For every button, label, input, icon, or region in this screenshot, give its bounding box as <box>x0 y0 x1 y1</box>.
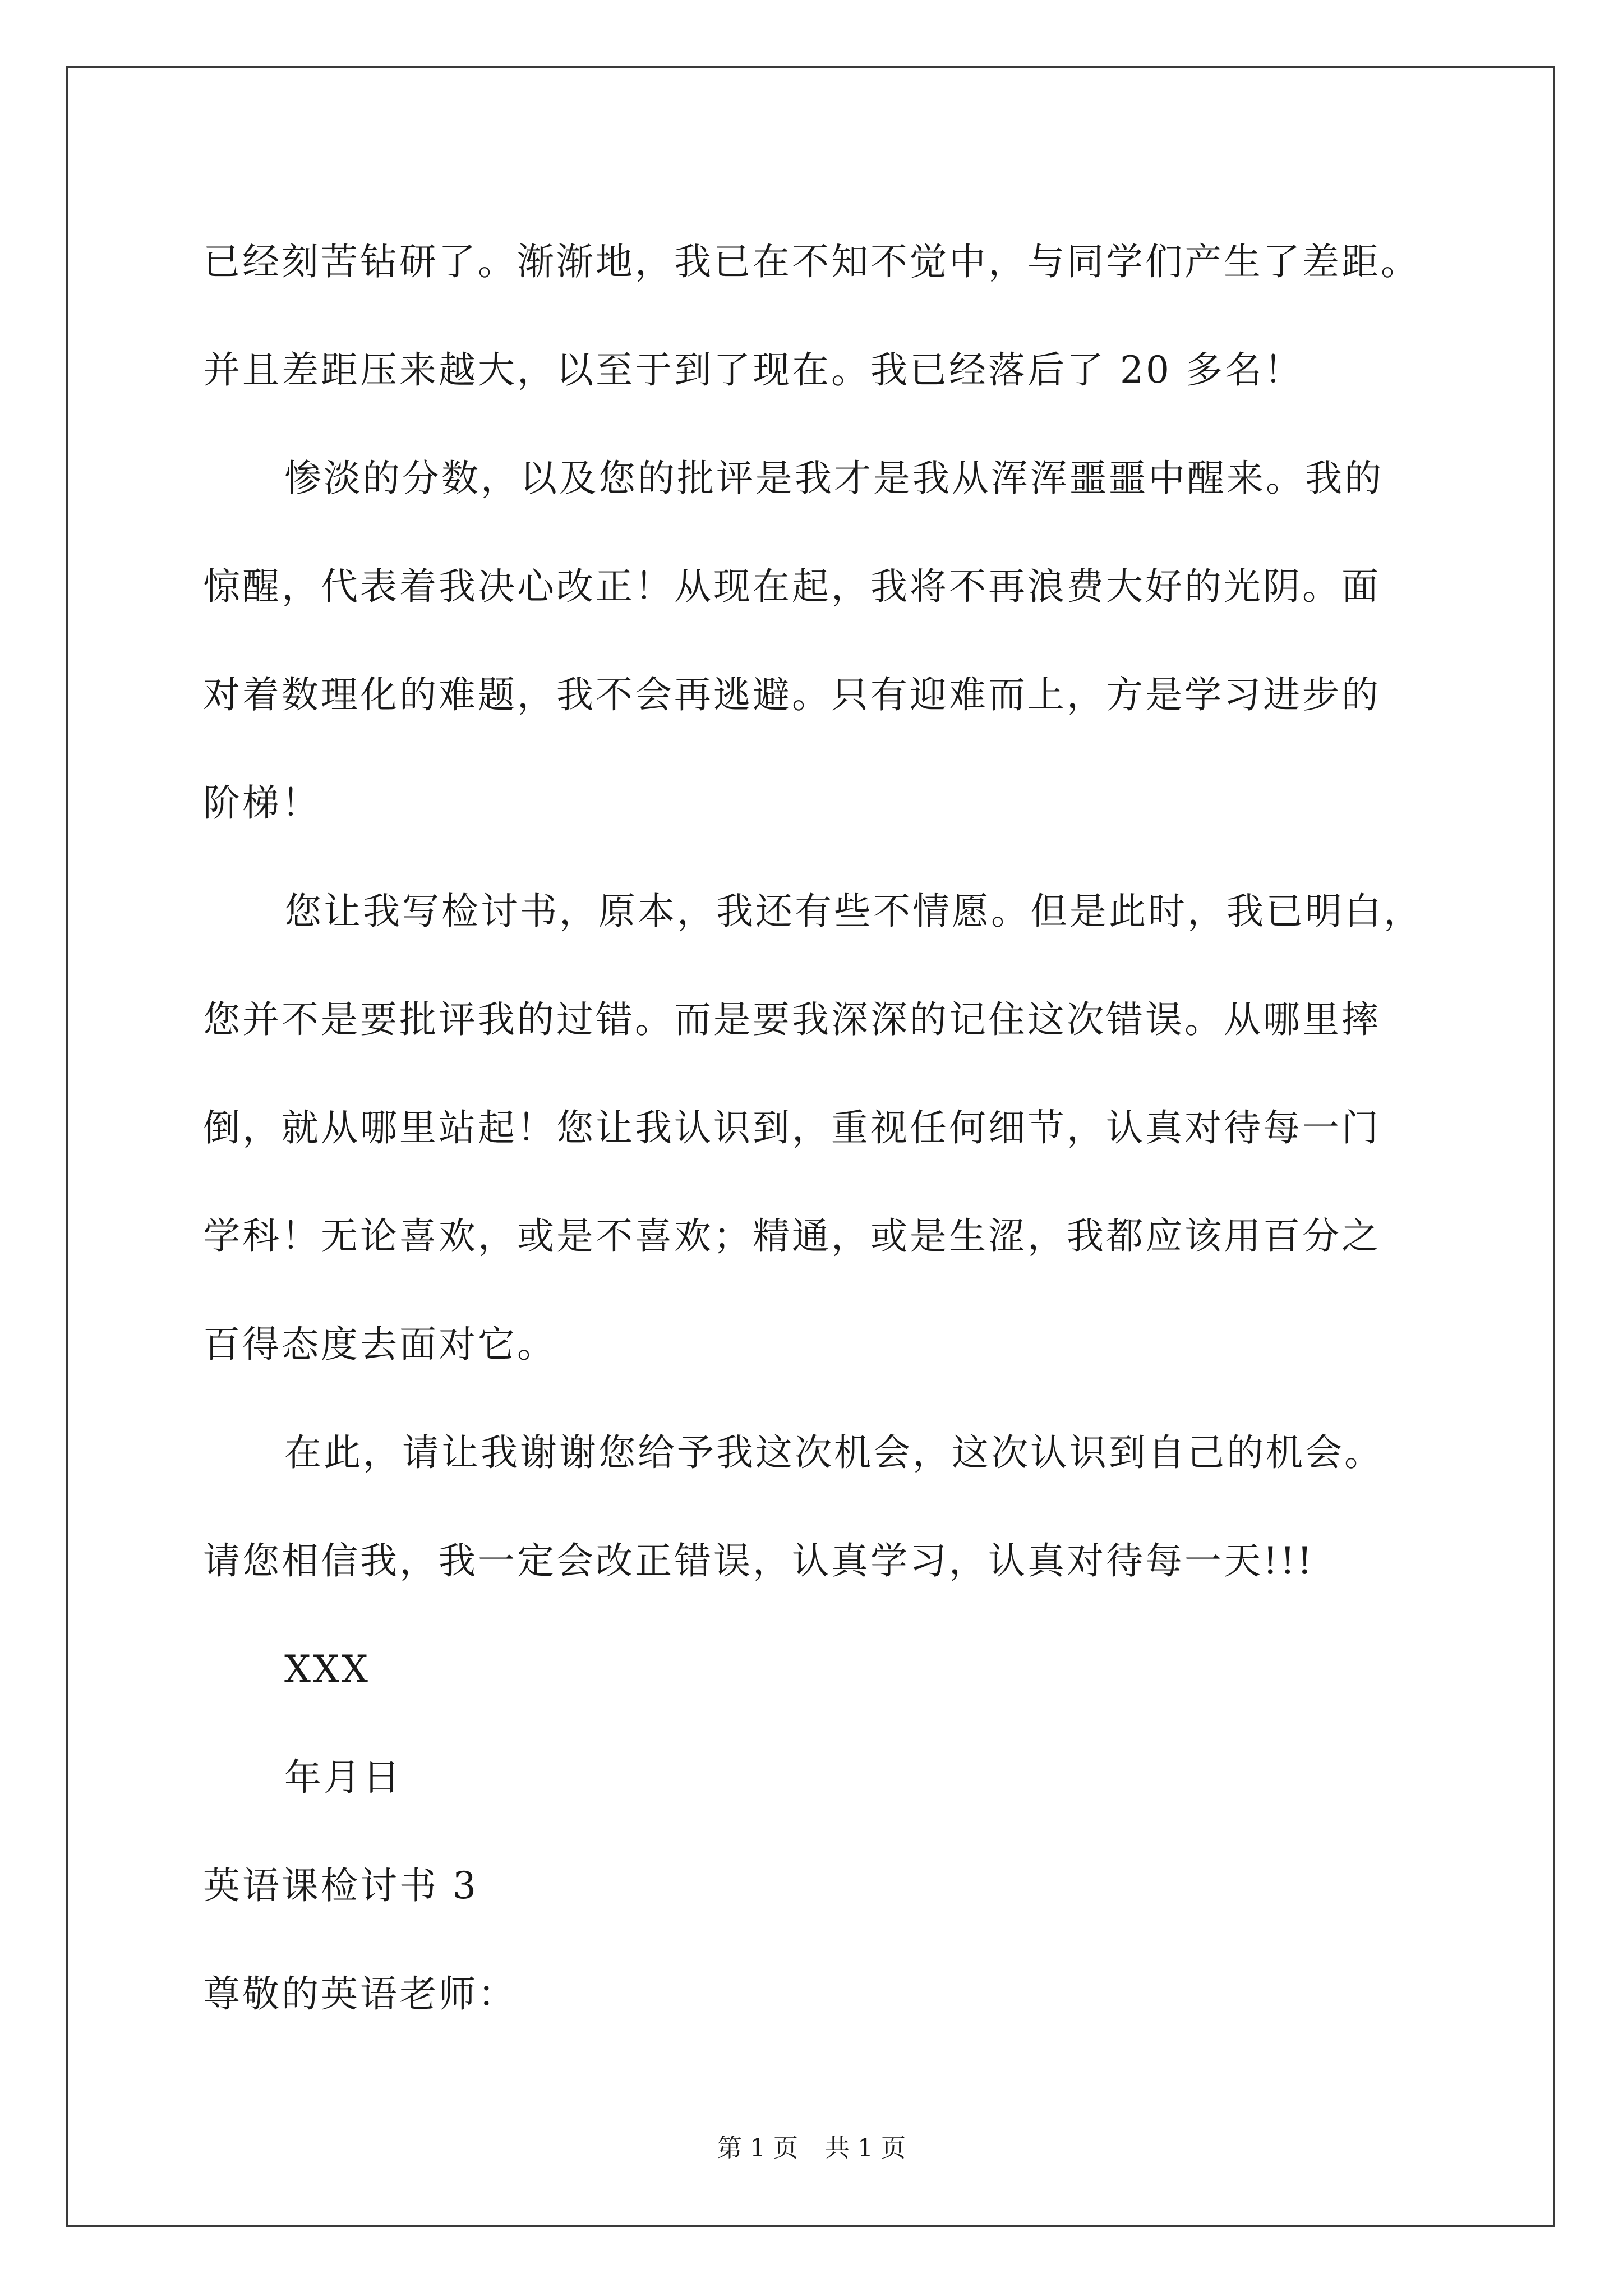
text-line: 学科！无论喜欢，或是不喜欢；精通，或是生涩，我都应该用百分之 <box>203 1214 1381 1258</box>
text-line: 已经刻苦钻研了。渐渐地，我已在不知不觉中，与同学们产生了差距。 <box>203 240 1420 283</box>
text-line: 惨淡的分数，以及您的批评是我才是我从浑浑噩噩中醒来。我的 <box>284 457 1384 500</box>
text-line: 您并不是要批评我的过错。而是要我深深的记住这次错误。从哪里摔 <box>203 998 1381 1041</box>
document-body <box>203 208 1493 2048</box>
text-line: 您让我写检讨书，原本，我还有些不情愿。但是此时，我已明白， <box>284 890 1423 933</box>
text-line: 倒，就从哪里站起！您让我认识到，重视任何细节，认真对待每一门 <box>203 1106 1381 1149</box>
page-number: 第 1 页 <box>717 2134 798 2162</box>
page-footer <box>0 2132 1623 2165</box>
signature-name: XXX <box>284 1648 370 1691</box>
page-total: 共 1 页 <box>825 2134 906 2162</box>
text-line: 并且差距压来越大，以至于到了现在。我已经落后了 20 多名！ <box>203 348 1303 392</box>
text-line: 惊醒，代表着我决心改正！从现在起，我将不再浪费大好的光阴。面 <box>203 565 1381 608</box>
text-line: 对着数理化的难题，我不会再逃避。只有迎难而上，方是学习进步的 <box>203 673 1381 716</box>
text-line: 在此，请让我谢谢您给予我这次机会，这次认识到自己的机会。 <box>284 1431 1384 1474</box>
text-line: 阶梯！ <box>203 781 321 825</box>
section-title: 英语课检讨书 3 <box>203 1864 478 1907</box>
signature-date: 年月日 <box>284 1756 402 1799</box>
salutation: 尊敬的英语老师： <box>203 1972 517 2016</box>
text-line: 请您相信我，我一定会改正错误，认真学习，认真对待每一天!!! <box>203 1539 1315 1582</box>
text-line: 百得态度去面对它。 <box>203 1323 556 1366</box>
